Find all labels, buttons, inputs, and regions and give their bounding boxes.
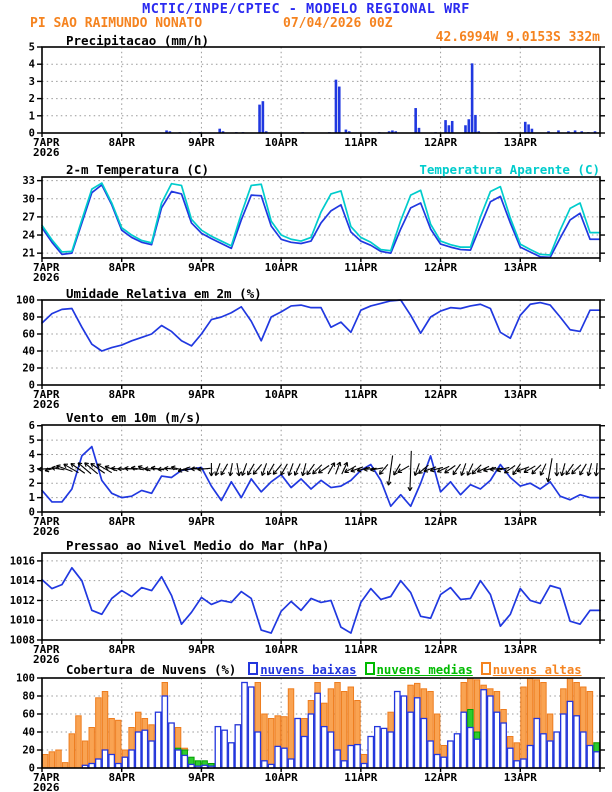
apparent-temperature-legend: Temperatura Aparente (C) (419, 162, 600, 177)
svg-text:8APR: 8APR (108, 771, 135, 784)
mid-clouds-legend-label: nuvens medias (376, 663, 473, 677)
cloud-panel-title: Cobertura de Nuvens (%) (66, 663, 237, 677)
svg-text:20: 20 (22, 744, 35, 757)
svg-text:9APR: 9APR (188, 643, 215, 656)
svg-text:9APR: 9APR (188, 261, 215, 274)
svg-text:13APR: 13APR (503, 643, 537, 656)
svg-text:2026: 2026 (33, 525, 60, 538)
clouds-plot (16, 673, 605, 792)
wind-plot (29, 420, 605, 538)
svg-text:10APR: 10APR (264, 261, 298, 274)
svg-text:7APR: 7APR (33, 643, 60, 656)
svg-text:1010: 1010 (9, 614, 35, 627)
svg-text:7APR: 7APR (33, 388, 60, 401)
svg-text:13APR: 13APR (503, 136, 537, 149)
svg-text:8APR: 8APR (108, 515, 135, 528)
svg-text:9APR: 9APR (188, 515, 215, 528)
svg-text:60: 60 (22, 708, 35, 721)
svg-text:13APR: 13APR (503, 388, 537, 401)
svg-text:27: 27 (22, 211, 35, 224)
svg-text:4: 4 (28, 58, 35, 71)
svg-text:33: 33 (22, 175, 35, 188)
svg-text:12APR: 12APR (424, 515, 458, 528)
svg-text:100: 100 (16, 294, 35, 307)
svg-text:2026: 2026 (33, 271, 60, 284)
low-clouds-legend-label: nuvens baixas (260, 663, 357, 677)
humidity-panel-title: Umidade Relativa em 2m (%) (66, 286, 262, 301)
high-clouds-legend-label: nuvens altas (492, 663, 582, 677)
wind-panel-title: Vento em 10m (m/s) (66, 410, 202, 425)
svg-text:30: 30 (22, 193, 35, 206)
svg-text:1014: 1014 (9, 575, 35, 588)
svg-text:7APR: 7APR (33, 771, 60, 784)
svg-text:11APR: 11APR (344, 136, 378, 149)
svg-text:3: 3 (28, 463, 35, 476)
svg-text:2026: 2026 (33, 398, 60, 411)
svg-text:1: 1 (28, 492, 35, 505)
svg-text:10APR: 10APR (264, 515, 298, 528)
svg-text:80: 80 (22, 690, 35, 703)
svg-text:80: 80 (22, 311, 35, 324)
svg-text:8APR: 8APR (108, 643, 135, 656)
rh-plot (16, 295, 605, 412)
svg-text:40: 40 (22, 345, 35, 358)
svg-text:11APR: 11APR (344, 515, 378, 528)
svg-text:12APR: 12APR (424, 261, 458, 274)
svg-text:9APR: 9APR (188, 136, 215, 149)
svg-text:100: 100 (16, 672, 35, 685)
svg-text:7APR: 7APR (33, 136, 60, 149)
svg-text:7APR: 7APR (33, 261, 60, 274)
svg-text:10APR: 10APR (264, 643, 298, 656)
svg-text:10APR: 10APR (264, 136, 298, 149)
svg-text:21: 21 (22, 247, 35, 260)
svg-text:2026: 2026 (33, 781, 60, 792)
svg-text:0: 0 (28, 506, 35, 519)
svg-text:11APR: 11APR (344, 771, 378, 784)
svg-text:8APR: 8APR (108, 136, 135, 149)
temperature-panel-title: 2-m Temperatura (C) (66, 162, 209, 177)
svg-text:8APR: 8APR (108, 388, 135, 401)
svg-text:2: 2 (28, 477, 35, 490)
svg-text:9APR: 9APR (188, 388, 215, 401)
svg-text:3: 3 (28, 75, 35, 88)
svg-text:1016: 1016 (9, 555, 35, 568)
svg-text:12APR: 12APR (424, 136, 458, 149)
svg-text:12APR: 12APR (424, 643, 458, 656)
svg-text:6: 6 (28, 420, 35, 433)
svg-text:11APR: 11APR (344, 643, 378, 656)
svg-text:40: 40 (22, 726, 35, 739)
svg-text:0: 0 (28, 762, 35, 775)
station-name: PI SAO RAIMUNDO NONATO (30, 16, 203, 31)
high-clouds-legend-box-icon (481, 662, 491, 675)
svg-text:2: 2 (28, 93, 35, 106)
svg-text:1: 1 (28, 110, 35, 123)
svg-text:60: 60 (22, 328, 35, 341)
svg-text:2026: 2026 (33, 653, 60, 666)
page-title: MCTIC/INPE/CPTEC - MODELO REGIONAL WRF (142, 1, 470, 17)
temp-plot (22, 175, 605, 284)
svg-text:11APR: 11APR (344, 388, 378, 401)
svg-text:10APR: 10APR (264, 771, 298, 784)
run-datetime: 07/04/2026 00Z (283, 16, 393, 31)
svg-text:13APR: 13APR (503, 771, 537, 784)
svg-text:8APR: 8APR (108, 261, 135, 274)
svg-text:1012: 1012 (9, 594, 35, 607)
slp-plot (10, 553, 605, 666)
svg-text:1008: 1008 (9, 634, 35, 647)
svg-text:13APR: 13APR (503, 261, 537, 274)
svg-text:10APR: 10APR (264, 388, 298, 401)
precip-panel-title: Precipitacao (mm/h) (66, 33, 209, 48)
svg-text:2026: 2026 (33, 146, 60, 159)
svg-text:5: 5 (28, 41, 35, 54)
svg-text:5: 5 (28, 434, 35, 447)
svg-text:11APR: 11APR (344, 261, 378, 274)
pressure-panel-title: Pressao ao Nivel Medio do Mar (hPa) (66, 538, 330, 553)
svg-text:4: 4 (28, 448, 35, 461)
svg-text:7APR: 7APR (33, 515, 60, 528)
svg-text:0: 0 (28, 379, 35, 392)
precip-plot (29, 42, 605, 160)
svg-text:12APR: 12APR (424, 388, 458, 401)
station-coordinates: 42.6994W 9.0153S 332m (435, 30, 600, 45)
svg-text:20: 20 (22, 362, 35, 375)
cloud-panel-header (66, 661, 602, 677)
svg-text:24: 24 (22, 229, 35, 242)
svg-text:13APR: 13APR (503, 515, 537, 528)
svg-text:12APR: 12APR (424, 771, 458, 784)
mid-clouds-legend-box-icon (365, 662, 375, 675)
svg-text:0: 0 (28, 127, 35, 140)
low-clouds-legend-box-icon (248, 662, 258, 675)
svg-text:9APR: 9APR (188, 771, 215, 784)
